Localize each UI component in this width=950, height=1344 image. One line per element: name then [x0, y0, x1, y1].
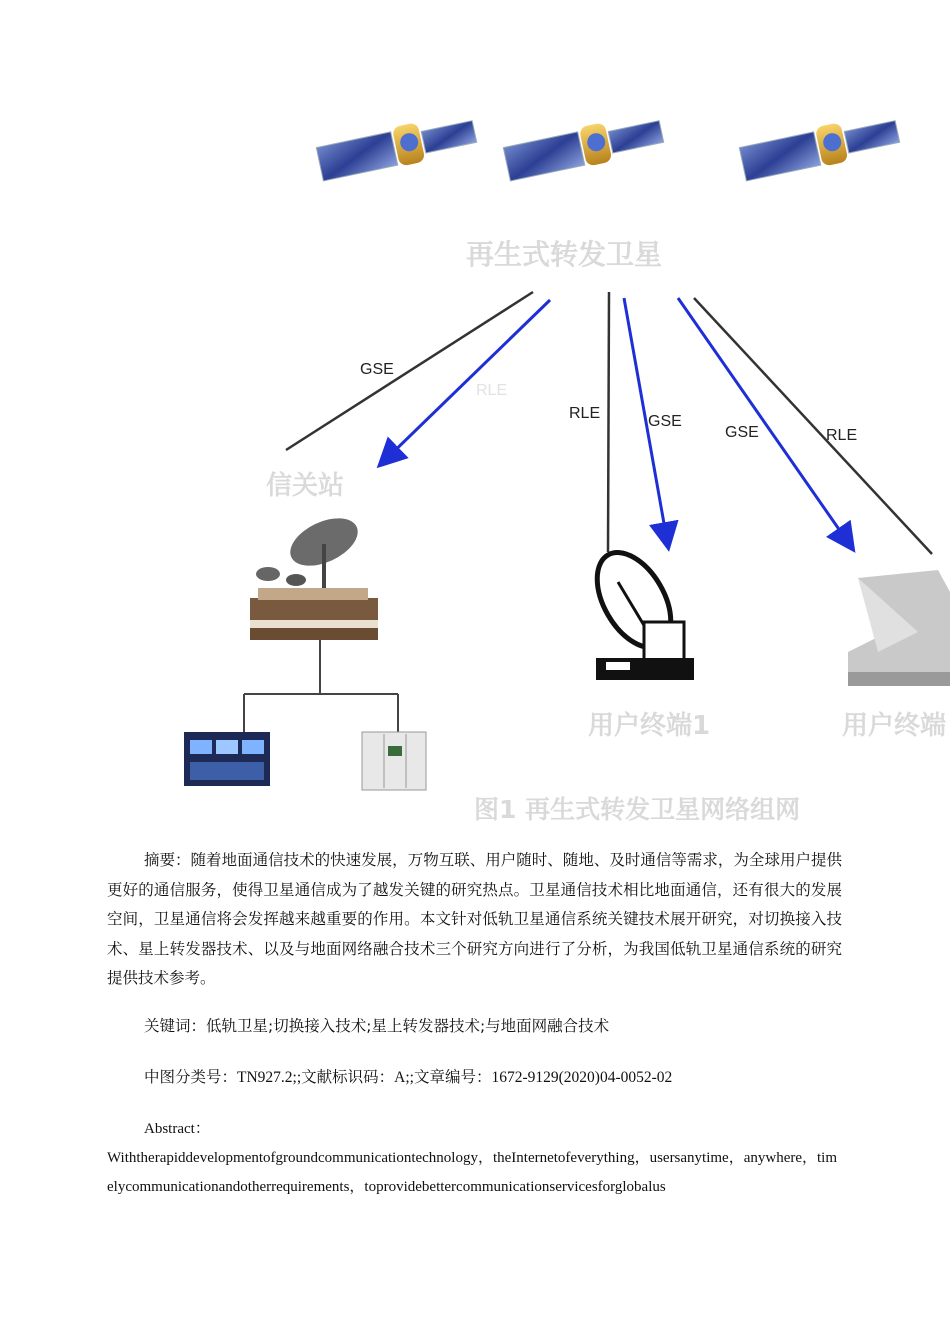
link-label-rle-right: RLE	[826, 427, 858, 444]
classification	[107, 1063, 842, 1093]
gateway-label: 信关站	[266, 471, 345, 501]
keywords-text: 低轨卫星;切换接入技术;星上转发器技术;与地面网融合技术	[206, 1017, 610, 1035]
satellite-icon	[315, 112, 478, 183]
network-diagram	[148, 112, 950, 830]
control-center-icon	[184, 732, 270, 786]
user-terminal-1-label: 用户终端1	[588, 711, 711, 741]
link-label-rle-mid: RLE	[569, 405, 601, 422]
classification-label: 中图分类号：	[144, 1068, 238, 1086]
satellite-icon	[738, 112, 901, 183]
link-label-gse-mid: GSE	[648, 413, 682, 430]
abstract-en-text: Withtherapiddevelopmentofgroundcommunicationtechnology，theInternetofeverything，usersanytime，anywhere，timelycommunicationandotherrequirements，toprovidebettercommunicationservicesforglobalus	[107, 1150, 838, 1195]
keywords	[107, 1012, 842, 1042]
keywords-label: 关键词：	[144, 1017, 207, 1035]
user-terminal-2-icon	[848, 570, 950, 686]
link-label-rle-left: RLE	[476, 382, 508, 399]
abstract-cn-block	[107, 846, 842, 994]
abstract-en-label: Abstract：	[144, 1121, 210, 1137]
classification-text: TN927.2;;文献标识码：A;;文章编号：1672-9129(2020)04-0052-02	[237, 1069, 673, 1086]
abstract-cn-label: 摘要：	[144, 851, 191, 869]
link-rle-left	[381, 300, 550, 464]
server-rack-icon	[362, 732, 426, 790]
satellite-label: 再生式转发卫星	[466, 238, 663, 271]
gateway-station-icon	[244, 509, 398, 732]
classification-block	[107, 1063, 842, 1093]
link-rle-mid	[608, 292, 609, 552]
user-terminal-2-label: 用户终端	[842, 711, 947, 741]
user-terminal-1-icon	[582, 540, 694, 680]
link-gse-left	[286, 292, 533, 450]
abstract-cn	[107, 846, 842, 994]
link-label-gse-left: GSE	[360, 361, 394, 378]
keywords-block	[107, 1012, 842, 1042]
abstract-cn-text: 随着地面通信技术的快速发展，万物互联、用户随时、随地、及时通信等需求，为全球用户提供更好的通信服务，使得卫星通信成为了越发关键的研究热点。卫星通信技术相比地面通信，还有很大的发展空间，卫星通信将会发挥越来越重要的作用。本文针对低轨卫星通信系统关键技术展开研究，对切换接入技术、星上转发器技术、以及与地面网络融合技术三个研究方向进行了分析，为我国低轨卫星通信系统的研究提供技术参考。	[107, 851, 842, 987]
satellite-icon	[502, 112, 665, 183]
link-gse-right	[678, 298, 852, 548]
figure-caption: 图1 再生式转发卫星网络组网	[474, 795, 801, 824]
abstract-en-block	[107, 1115, 842, 1202]
link-label-gse-right: GSE	[725, 424, 759, 441]
